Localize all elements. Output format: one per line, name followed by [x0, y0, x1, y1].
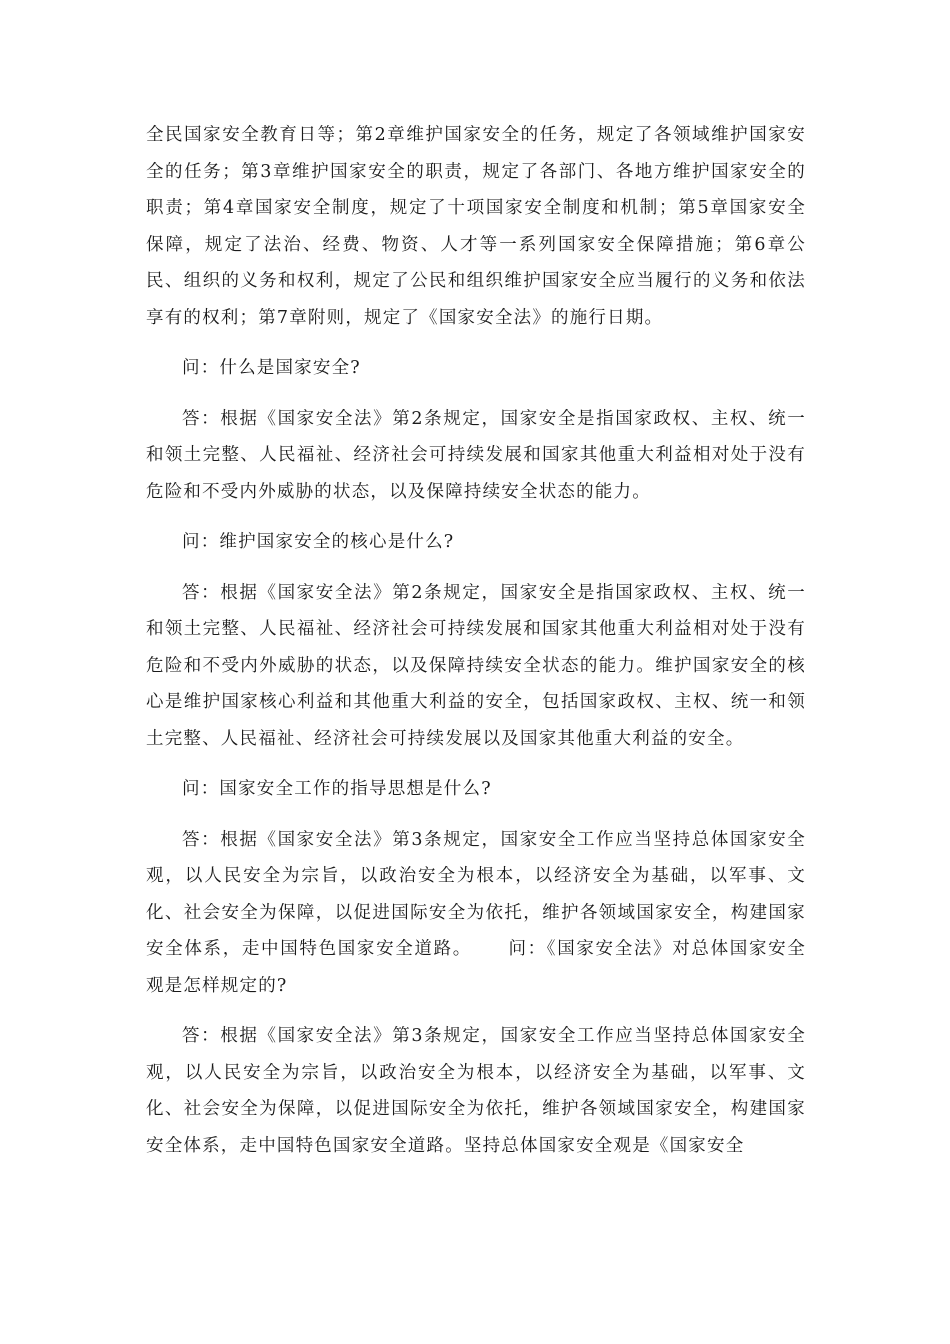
answer-text: 答：根据《国家安全法》第3条规定，国家安全工作应当坚持总体国家安全观，以人民安全为宗旨，以政治安全为根本，以经济安全为基础，以军事、文化、社会安全为保障，以促进国际安全为依托，维护各领域国家安全，构建国家安全体系，走中国特色国家安全道路。	[146, 829, 806, 959]
paragraph-continuation: 全民国家安全教育日等；第2章维护国家安全的任务，规定了各领域维护国家安全的任务；第3章维护国家安全的职责，规定了各部门、各地方维护国家安全的职责；第4章国家安全制度，规定了十项国家安全制度和机制；第5章国家安全保障，规定了法治、经费、物资、人才等一系列国家安全保障措施；第6章公民、组织的义务和权利，规定了公民和组织维护国家安全应当履行的义务和依法享有的权利；第7章附则，规定了《国家安全法》的施行日期。	[146, 125, 806, 328]
question-paragraph: 问：国家安全工作的指导思想是什么?	[182, 779, 492, 799]
document-body	[146, 117, 806, 1164]
answer-paragraph-with-inline-question	[146, 822, 806, 1005]
question-paragraph: 问：维护国家安全的核心是什么?	[182, 532, 455, 552]
inline-question-text: 问：《国家安全法》对总体国家安全观是怎样规定的?	[146, 939, 807, 996]
answer-paragraph: 答：根据《国家安全法》第3条规定，国家安全工作应当坚持总体国家安全观，以人民安全为宗旨，以政治安全为根本，以经济安全为基础，以军事、文化、社会安全为保障，以促进国际安全为依托，维护各领域国家安全，构建国家安全体系，走中国特色国家安全道路。坚持总体国家安全观是《国家安全	[146, 1026, 806, 1156]
question-paragraph: 问：什么是国家安全?	[182, 358, 361, 378]
answer-paragraph: 答：根据《国家安全法》第2条规定，国家安全是指国家政权、主权、统一和领土完整、人民福祉、经济社会可持续发展和国家其他重大利益相对处于没有危险和不受内外威胁的状态，以及保障持续安全状态的能力。	[146, 408, 806, 502]
answer-paragraph: 答：根据《国家安全法》第2条规定，国家安全是指国家政权、主权、统一和领土完整、人民福祉、经济社会可持续发展和国家其他重大利益相对处于没有危险和不受内外威胁的状态，以及保障持续安全状态的能力。维护国家安全的核心是维护国家核心利益和其他重大利益的安全，包括国家政权、主权、统一和领土完整、人民福祉、经济社会可持续发展以及国家其他重大利益的安全。	[146, 582, 806, 749]
